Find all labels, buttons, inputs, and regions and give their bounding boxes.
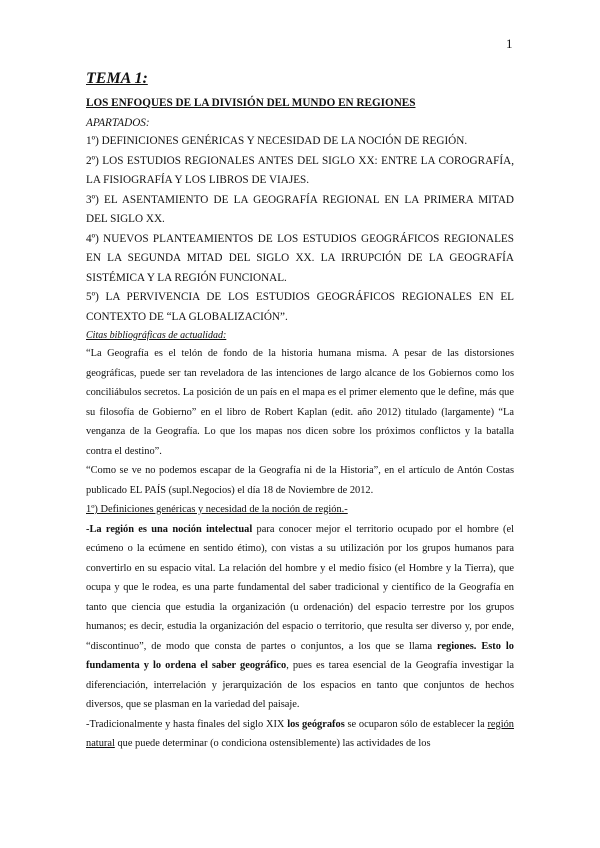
quote-costas: “Como se ve no podemos escapar de la Geografía ni de la Historia”, en el artículo de Antón Costas publicado EL PAÍS (supl.Negocios) el día 18 de Noviembre de 2012. (86, 465, 514, 496)
cites-heading: Citas bibliográficas de actualidad: (86, 330, 227, 341)
paragraph-region-natural (86, 715, 514, 754)
tema-heading: TEMA 1: (86, 70, 148, 87)
apartados-list (86, 132, 514, 327)
apartado-item-4: 4º) NUEVOS PLANTEAMIENTOS DE LOS ESTUDIOS GEOGRÁFICOS REGIONALES EN LA SEGUNDA MITAD DEL SIGLO XX. LA IRRUPCIÓN DE LA GEOGRAFÍA SISTÉMICA Y LA REGIÓN FUNCIONAL. (86, 232, 514, 284)
paragraph-text: , pues es tarea esencial de la Geografía investigar la diferenciación, interrelación y jerarquización de los espacios en tanto que conjuntos de hechos diversos, que se plasman en la variedad del paisaje. (86, 660, 514, 710)
apartados-label: APARTADOS: (86, 117, 150, 129)
document-title: LOS ENFOQUES DE LA DIVISIÓN DEL MUNDO EN REGIONES (86, 97, 416, 109)
apartado-item-2: 2º) LOS ESTUDIOS REGIONALES ANTES DEL SIGLO XX: ENTRE LA COROGRAFÍA, LA FISIOGRAFÍA Y LOS LIBROS DE VIAJES. (86, 154, 514, 186)
apartado-item-1: 1º) DEFINICIONES GENÉRICAS Y NECESIDAD DE LA NOCIÓN DE REGIÓN. (86, 135, 468, 147)
bold-phrase: regiones. Esto lo fundamenta y lo ordena el saber geográfico (86, 640, 514, 671)
underlined-phrase: región natural (86, 718, 514, 749)
paragraph-text: -Tradicionalmente y hasta finales del siglo XIX (86, 718, 288, 730)
paragraph-region-noción (86, 520, 514, 715)
bold-phrase: los geógrafos (287, 718, 345, 730)
paragraph-text: se ocuparon sólo de establecer la (344, 718, 488, 730)
quote-kaplan: “La Geografía es el telón de fondo de la historia humana misma. A pesar de las distorsiones geográficas, puede ser tan reveladora de las intenciones de largo alcance de los Gobiernos como los conciliábulos secretos. La posición de un país en el mapa es el primer elemento que le define, más que su filosofía de Gobierno” en el libro de Robert Kaplan (edit. año 2012) titulado (largamente) “La venganza de la Geografía. Lo que los mapas nos dicen sobre los próximos conflictos y la batalla contra el destino”. (86, 348, 514, 457)
apartado-item-5: 5º) LA PERVIVENCIA DE LOS ESTUDIOS GEOGRÁFICOS REGIONALES EN EL CONTEXTO DE “LA GLOBALIZACIÓN”. (86, 291, 514, 323)
apartado-item-3: 3º) EL ASENTAMIENTO DE LA GEOGRAFÍA REGIONAL EN LA PRIMERA MITAD DEL SIGLO XX. (86, 193, 514, 225)
section1-heading: 1º) Definiciones genéricas y necesidad de la noción de región.- (86, 504, 348, 515)
page-content (86, 70, 514, 754)
page-number: 1 (506, 36, 513, 51)
paragraph-text: que puede determinar (o condiciona ostensiblemente) las actividades de los (114, 738, 431, 749)
bold-phrase: -La región es una noción intelectual (86, 523, 253, 535)
paragraph-text: para conocer mejor el territorio ocupado por el hombre (el ecúmeno o la ecúmene en sentido étimo), con vistas a su utilización por los grupos humanos para convertirlo en su espacio vital. La relación del hombre y el medio físico (el Hombre y la Tierra), que ocupa y que le rodea, es una parte fundamental del saber tradicional y científico de la Geografía en tanto que ciencia que estudia la organización (u ordenación) del espacio terrestre por los grupos humanos; es decir, estudia la organización del espacio o territorio, que resulta ser diverso y, por ende, “discontinuo”, de modo que consta de partes o conjuntos, a los que se llama (86, 523, 514, 652)
